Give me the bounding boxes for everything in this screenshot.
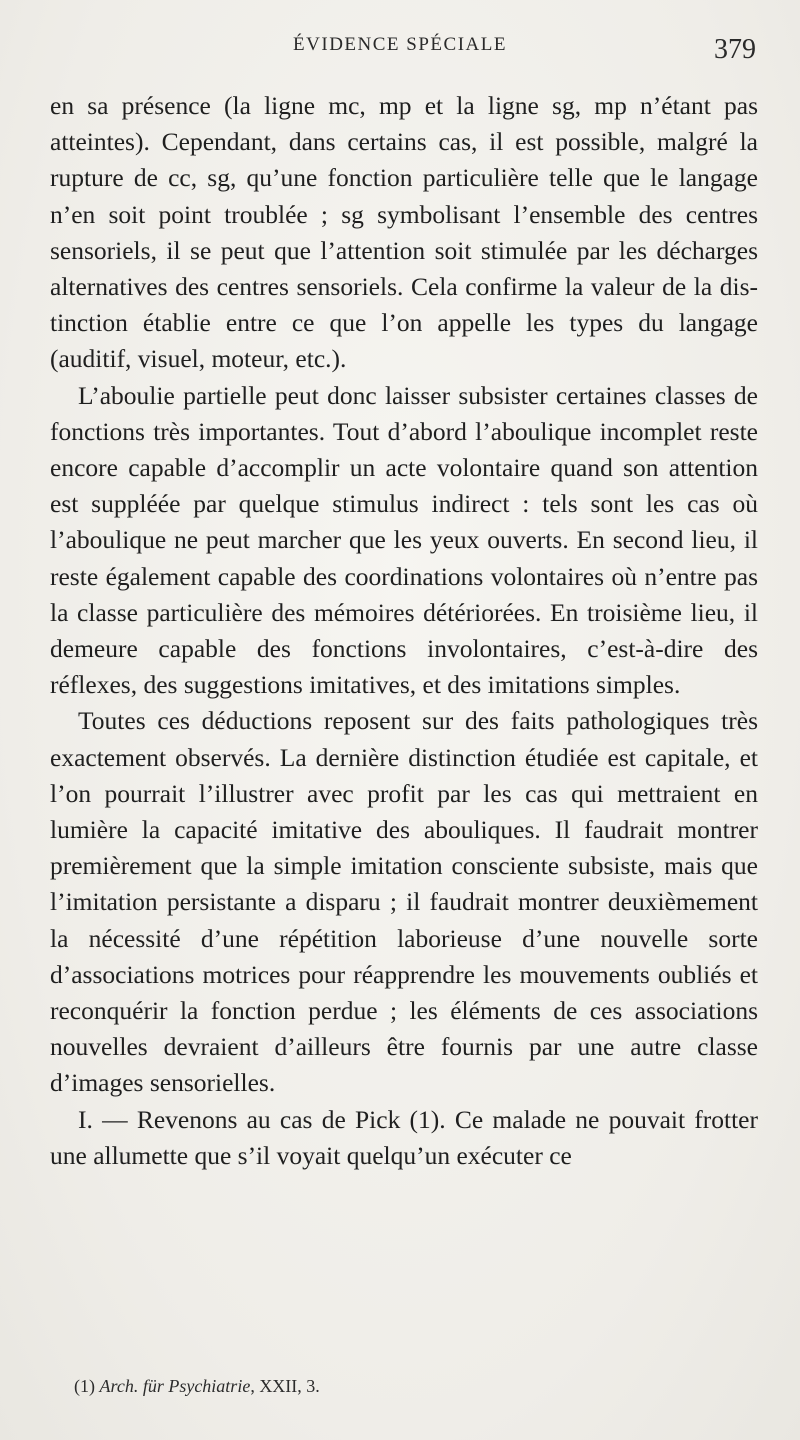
footnote-journal: Arch. für Psychiatrie xyxy=(99,1376,251,1396)
paragraph-3: Toutes ces déductions reposent sur des faits pathologiques très exactement observés. La dernière distinction étudiée est capitale, et l’on pourrait l’illustrer avec profit par les cas qui mettraient en lumière la capacité imitative des abouliques. Il faudrait montrer premièrement que la simple imitation consciente subsiste, mais que l’imitation persistante a disparu ; il faudrait montrer deuxièmement la nécessité d’une répétition laborieuse d’une nouvelle sorte d’associations motrices pour réapprendre les mouvements oubliés et reconquérir la fonction perdue ; les éléments de ces associations nouvelles devraient d’ailleurs être fournis par une autre classe d’images sensorielles. xyxy=(50,706,758,1098)
footnote xyxy=(74,1376,320,1397)
paragraph-1: en sa présence (la ligne mc, mp et la ligne sg, mp n’étant pas atteintes). Cependant, dans certains cas, il est possible, malgré la rupture de cc, sg, qu’une fonction particulière telle que le langage n’en soit point troublée ; sg symbolisant l’ensemble des centres sensoriels, il se peut que l’attention soit stimulée par les décharges alternatives des centres sensoriels. Cela confirme la valeur de la distinction établie entre ce que l’on appelle les types du langage (auditif, visuel, moteur, etc.). xyxy=(50,91,758,374)
footnote-marker: (1) xyxy=(74,1376,95,1396)
footnote-volume: , XXII, 3. xyxy=(250,1376,320,1396)
paragraph-2: L’aboulie partielle peut donc laisser subsister certaines classes de fonctions très importantes. Tout d’abord l’aboulique incomplet reste encore capable d’accomplir un acte volontaire quand son attention est suppléée par quelque stimulus indirect : tels sont les cas où l’aboulique ne peut marcher que les yeux ouverts. En second lieu, il reste également capable des coordinations volontaires où n’entre pas la classe particulière des mémoires détériorées. En troisième lieu, il demeure capable des fonctions involontaires, c’est-à-dire des réflexes, des suggestions imitatives, et des imitations simples. xyxy=(50,380,758,700)
page-number: 379 xyxy=(714,34,756,65)
running-head: ÉVIDENCE SPÉCIALE xyxy=(293,34,507,55)
body-text xyxy=(50,88,758,1174)
paragraph-4: I. — Revenons au cas de Pick (1). Ce malade ne pouvait frotter une allumette que s’il voyait quelqu’un exécuter ce xyxy=(50,1104,758,1170)
